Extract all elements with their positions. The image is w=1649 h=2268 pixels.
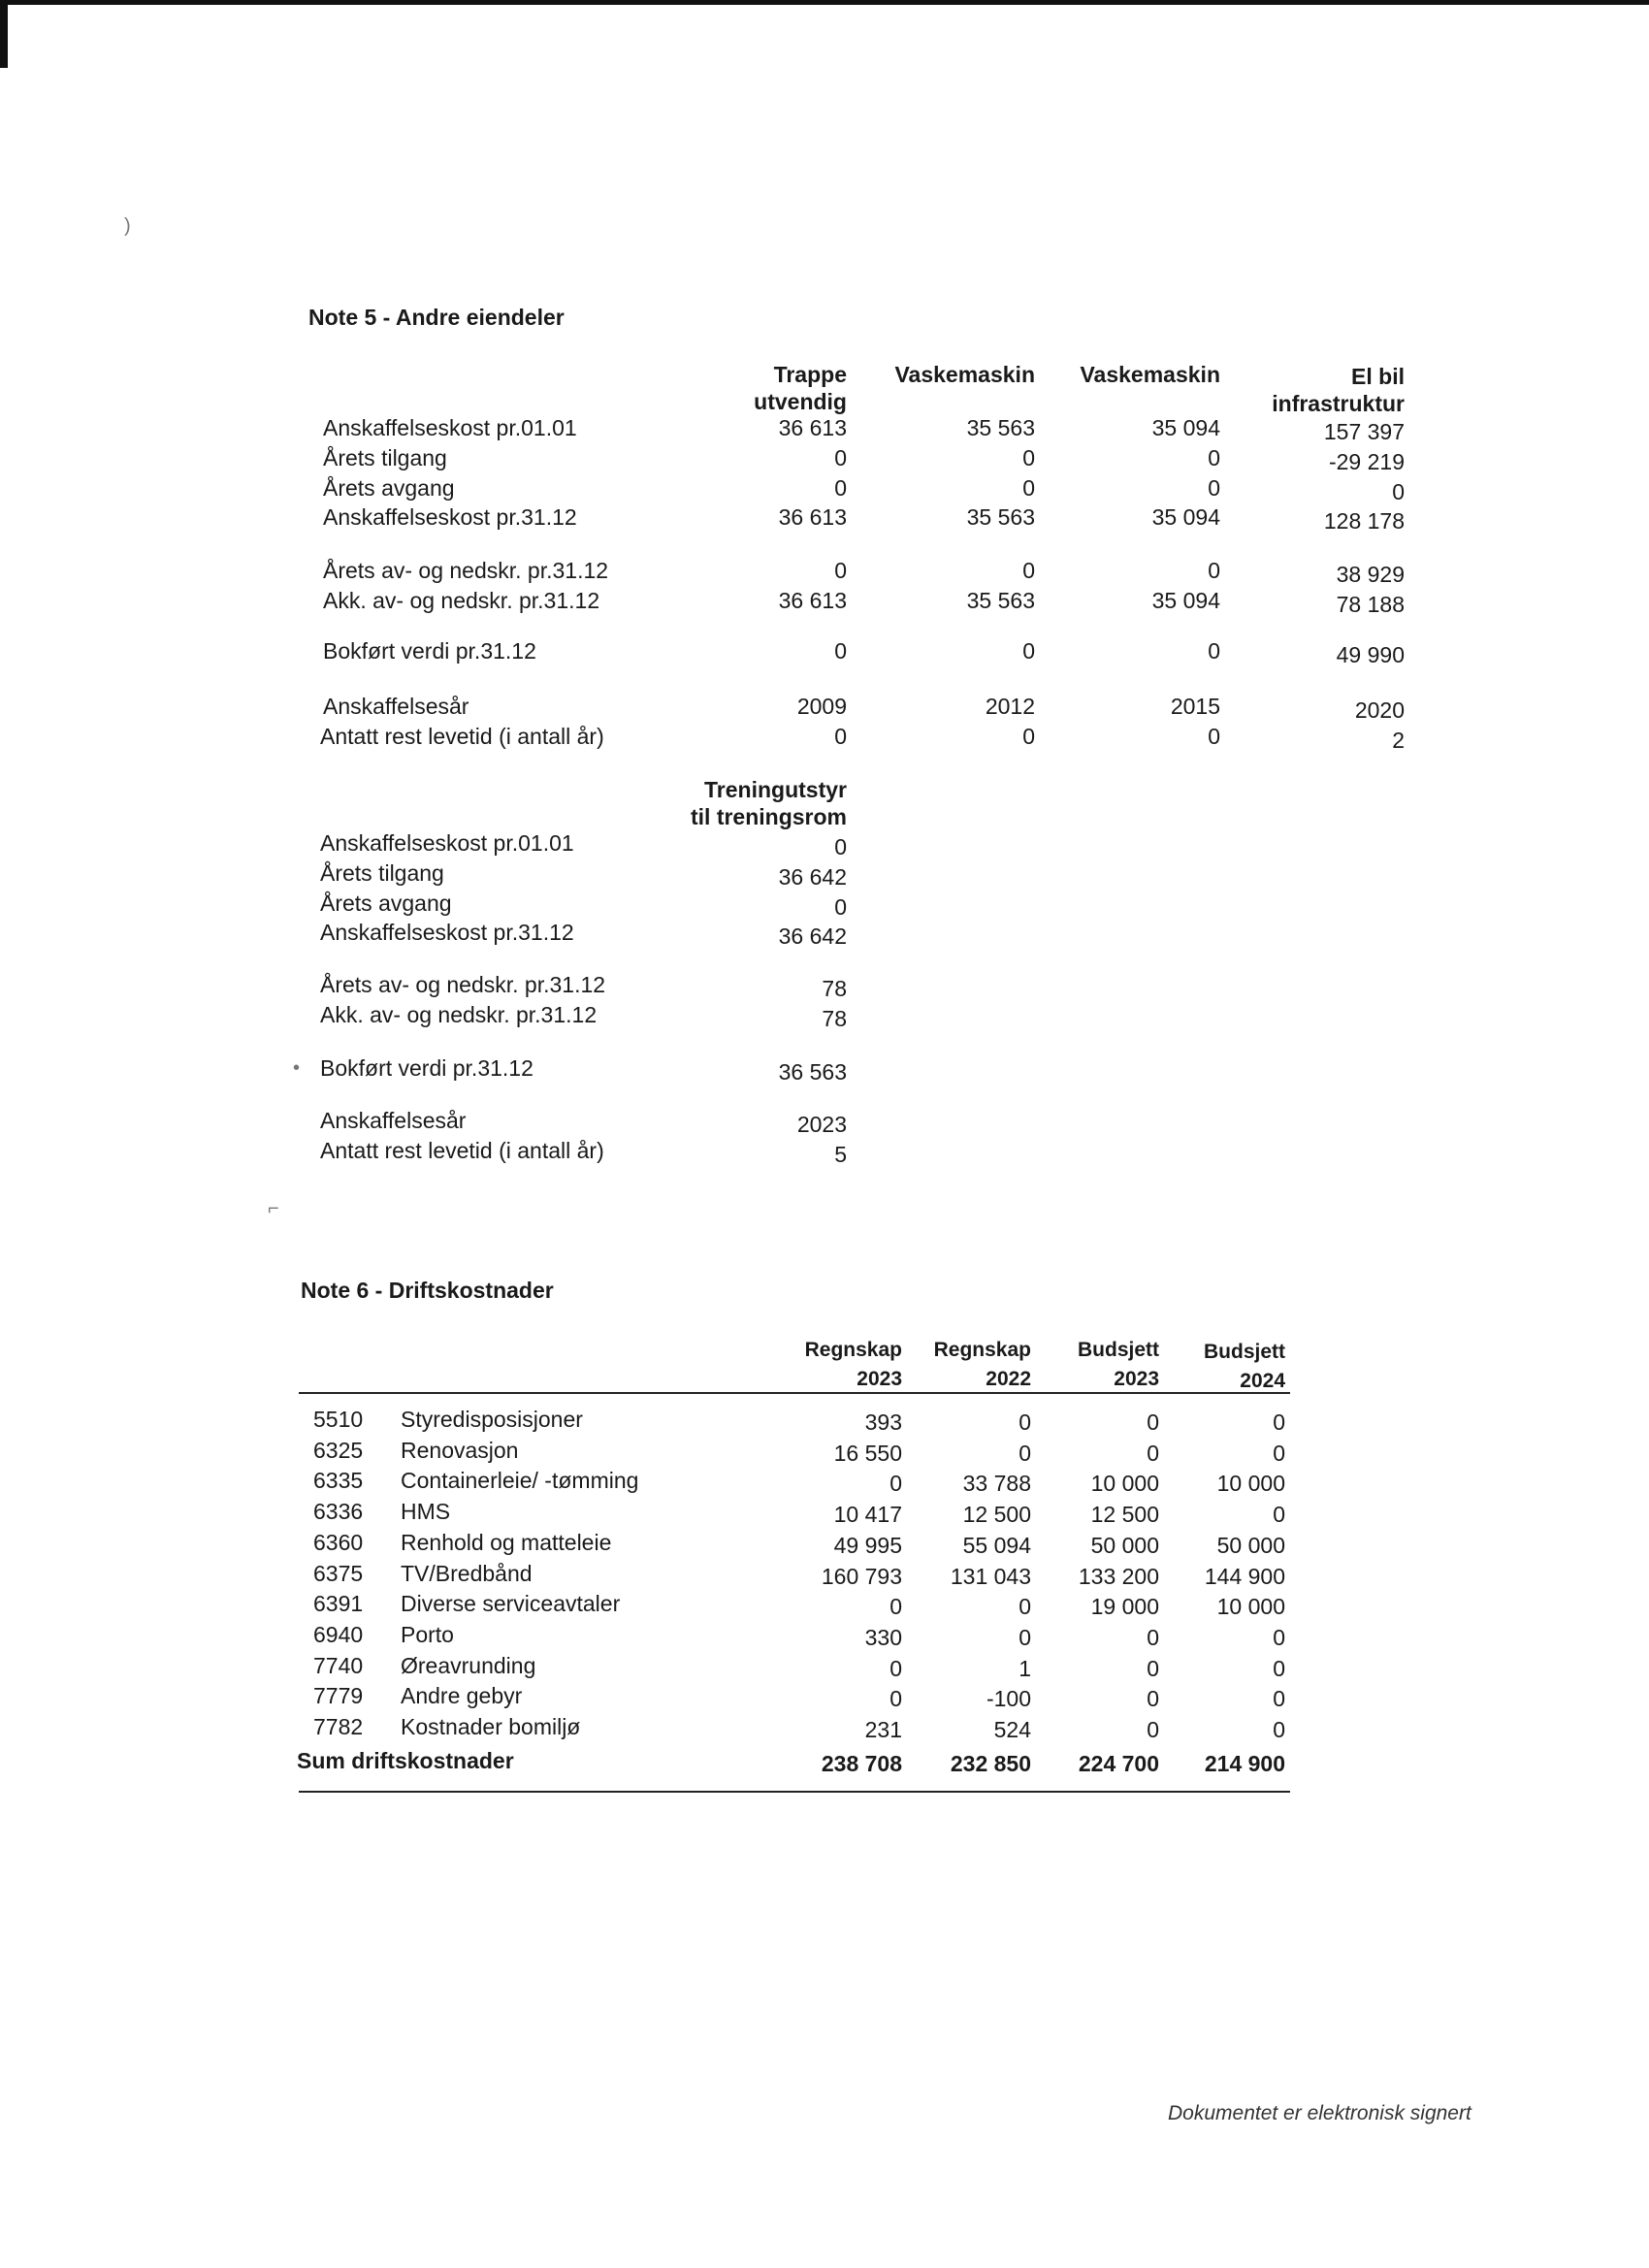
scan-mark: ⌐ [268, 1198, 279, 1219]
row-label: Anskaffelseskost pr.01.01 [323, 415, 577, 440]
total-value: 224 700 [1078, 1751, 1159, 1776]
cell-value: 0 [1208, 724, 1220, 749]
electronic-signature-note: Dokumentet er elektronisk signert [1168, 2102, 1471, 2124]
scan-mark: ) [124, 215, 131, 237]
cell-value: 36 642 [778, 864, 847, 890]
cell-value: 36 563 [778, 1059, 847, 1085]
account-code: 6375 [313, 1561, 364, 1586]
cell-value: 35 094 [1151, 504, 1220, 530]
column-header: Treningutstyr til treningsrom [690, 777, 847, 829]
row-label: Styredisposisjoner [401, 1407, 583, 1432]
cell-value: 36 613 [778, 415, 847, 440]
cell-value: 0 [889, 1656, 902, 1681]
cell-value: 2020 [1354, 697, 1405, 723]
cell-value: 0 [1022, 445, 1035, 470]
cell-value: 0 [1022, 558, 1035, 583]
cell-value: 231 [864, 1717, 902, 1742]
cell-value: 10 000 [1090, 1471, 1159, 1496]
cell-value: 36 613 [778, 504, 847, 530]
column-header: El bil infrastruktur [1272, 364, 1405, 416]
cell-value: 0 [1018, 1625, 1031, 1650]
cell-value: 35 094 [1151, 588, 1220, 613]
row-label: Renhold og matteleie [401, 1530, 612, 1555]
total-value: 238 708 [821, 1751, 902, 1776]
cell-value: 10 000 [1216, 1594, 1285, 1619]
cell-value: 0 [834, 724, 847, 749]
total-value: 232 850 [950, 1751, 1031, 1776]
row-label: Årets tilgang [323, 445, 447, 470]
cell-value: 0 [1208, 638, 1220, 664]
column-header: Regnskap 2022 [933, 1339, 1031, 1390]
cell-value: 16 550 [833, 1441, 902, 1466]
total-value: 214 900 [1204, 1751, 1285, 1776]
cell-value: 0 [834, 445, 847, 470]
cell-value: 0 [834, 475, 847, 501]
row-label: Andre gebyr [401, 1683, 523, 1708]
column-header: Regnskap 2023 [804, 1339, 902, 1390]
account-code: 6325 [313, 1438, 364, 1463]
cell-value: 78 [822, 976, 847, 1001]
account-code: 6391 [313, 1591, 364, 1616]
cell-value: 35 563 [966, 415, 1035, 440]
account-code: 6360 [313, 1530, 364, 1555]
row-label: Årets av- og nedskr. pr.31.12 [323, 558, 609, 583]
cell-value: 35 094 [1151, 415, 1220, 440]
row-label: Anskaffelsesår [320, 1108, 467, 1133]
row-label: Anskaffelseskost pr.31.12 [323, 504, 577, 530]
cell-value: 0 [1018, 1594, 1031, 1619]
cell-value: 0 [1147, 1441, 1159, 1466]
cell-value: 0 [889, 1686, 902, 1711]
cell-value: 133 200 [1078, 1564, 1159, 1589]
column-header: Budsjett 2024 [1204, 1341, 1285, 1392]
cell-value: 0 [1018, 1409, 1031, 1435]
row-label: Bokført verdi pr.31.12 [320, 1055, 534, 1081]
column-header: Vaskemaskin [1080, 362, 1220, 387]
row-label: TV/Bredbånd [401, 1561, 533, 1586]
cell-value: 0 [1147, 1717, 1159, 1742]
scan-edge [0, 0, 8, 68]
scan-mark: • [293, 1057, 301, 1079]
cell-value: 2 [1392, 728, 1405, 753]
total-label: Sum driftskostnader [297, 1748, 514, 1773]
cell-value: 0 [1147, 1409, 1159, 1435]
cell-value: 12 500 [1090, 1502, 1159, 1527]
cell-value: 0 [1018, 1441, 1031, 1466]
note6-title: Note 6 - Driftskostnader [301, 1278, 554, 1303]
row-label: Årets avgang [320, 891, 452, 916]
row-label: Akk. av- og nedskr. pr.31.12 [320, 1002, 598, 1027]
cell-value: 0 [889, 1594, 902, 1619]
row-label: Renovasjon [401, 1438, 519, 1463]
account-code: 7779 [313, 1683, 364, 1708]
cell-value: 330 [864, 1625, 902, 1650]
cell-value: -29 219 [1328, 449, 1405, 474]
account-code: 6336 [313, 1499, 364, 1524]
cell-value: 36 613 [778, 588, 847, 613]
cell-value: 0 [1273, 1686, 1285, 1711]
cell-value: 1 [1018, 1656, 1031, 1681]
account-code: 5510 [313, 1407, 364, 1432]
cell-value: 157 397 [1323, 419, 1405, 444]
cell-value: 0 [834, 558, 847, 583]
column-header: Vaskemaskin [894, 362, 1035, 387]
row-label: Containerleie/ -tømming [401, 1468, 639, 1493]
cell-value: 49 990 [1336, 642, 1405, 667]
cell-value: 0 [1273, 1656, 1285, 1681]
cell-value: 0 [1147, 1656, 1159, 1681]
cell-value: -100 [986, 1686, 1031, 1711]
cell-value: 393 [864, 1409, 902, 1435]
row-label: Antatt rest levetid (i antall år) [320, 1138, 604, 1163]
cell-value: 0 [1147, 1625, 1159, 1650]
scan-edge [0, 0, 1649, 5]
cell-value: 78 188 [1336, 592, 1405, 617]
cell-value: 0 [1273, 1441, 1285, 1466]
row-label: Årets tilgang [320, 860, 444, 886]
row-label: Antatt rest levetid (i antall år) [320, 724, 604, 749]
cell-value: 0 [1273, 1717, 1285, 1742]
row-label: HMS [401, 1499, 451, 1524]
cell-value: 35 563 [966, 504, 1035, 530]
row-label: Årets av- og nedskr. pr.31.12 [320, 972, 606, 997]
cell-value: 10 000 [1216, 1471, 1285, 1496]
cell-value: 0 [1273, 1409, 1285, 1435]
cell-value: 19 000 [1090, 1594, 1159, 1619]
cell-value: 35 563 [966, 588, 1035, 613]
row-label: Kostnader bomiljø [401, 1714, 581, 1739]
row-label: Diverse serviceavtaler [401, 1591, 621, 1616]
cell-value: 2012 [985, 694, 1035, 719]
account-code: 7782 [313, 1714, 364, 1739]
row-label: Bokført verdi pr.31.12 [323, 638, 536, 664]
cell-value: 12 500 [962, 1502, 1031, 1527]
cell-value: 0 [1208, 558, 1220, 583]
cell-value: 55 094 [962, 1533, 1031, 1558]
row-label: Anskaffelseskost pr.31.12 [320, 920, 574, 945]
column-header: Budsjett 2023 [1078, 1339, 1159, 1390]
cell-value: 78 [822, 1006, 847, 1031]
cell-value: 38 929 [1336, 562, 1405, 587]
cell-value: 2023 [796, 1112, 847, 1137]
cell-value: 131 043 [950, 1564, 1031, 1589]
cell-value: 524 [993, 1717, 1031, 1742]
cell-value: 0 [834, 638, 847, 664]
cell-value: 0 [1147, 1686, 1159, 1711]
cell-value: 0 [834, 894, 847, 920]
row-label: Anskaffelsesår [323, 694, 469, 719]
column-header: Trappe utvendig [754, 362, 847, 414]
cell-value: 5 [834, 1142, 847, 1167]
cell-value: 0 [1022, 638, 1035, 664]
cell-value: 0 [889, 1471, 902, 1496]
cell-value: 36 642 [778, 923, 847, 949]
bottom-rule [299, 1791, 1290, 1793]
cell-value: 2015 [1170, 694, 1220, 719]
cell-value: 0 [1208, 445, 1220, 470]
cell-value: 0 [1022, 724, 1035, 749]
account-code: 6335 [313, 1468, 364, 1493]
cell-value: 0 [834, 834, 847, 859]
row-label: Porto [401, 1622, 454, 1647]
note5-title: Note 5 - Andre eiendeler [308, 305, 565, 330]
cell-value: 0 [1208, 475, 1220, 501]
row-label: Anskaffelseskost pr.01.01 [320, 830, 574, 856]
cell-value: 160 793 [821, 1564, 902, 1589]
account-code: 6940 [313, 1622, 364, 1647]
cell-value: 0 [1273, 1502, 1285, 1527]
cell-value: 0 [1273, 1625, 1285, 1650]
cell-value: 49 995 [833, 1533, 902, 1558]
row-label: Øreavrunding [401, 1653, 536, 1678]
row-label: Akk. av- og nedskr. pr.31.12 [323, 588, 600, 613]
cell-value: 144 900 [1204, 1564, 1285, 1589]
header-rule [299, 1392, 1290, 1394]
cell-value: 2009 [796, 694, 847, 719]
row-label: Årets avgang [323, 475, 455, 501]
cell-value: 0 [1022, 475, 1035, 501]
account-code: 7740 [313, 1653, 364, 1678]
cell-value: 0 [1392, 479, 1405, 504]
cell-value: 50 000 [1090, 1533, 1159, 1558]
cell-value: 128 178 [1323, 508, 1405, 534]
cell-value: 33 788 [962, 1471, 1031, 1496]
cell-value: 50 000 [1216, 1533, 1285, 1558]
cell-value: 10 417 [833, 1502, 902, 1527]
